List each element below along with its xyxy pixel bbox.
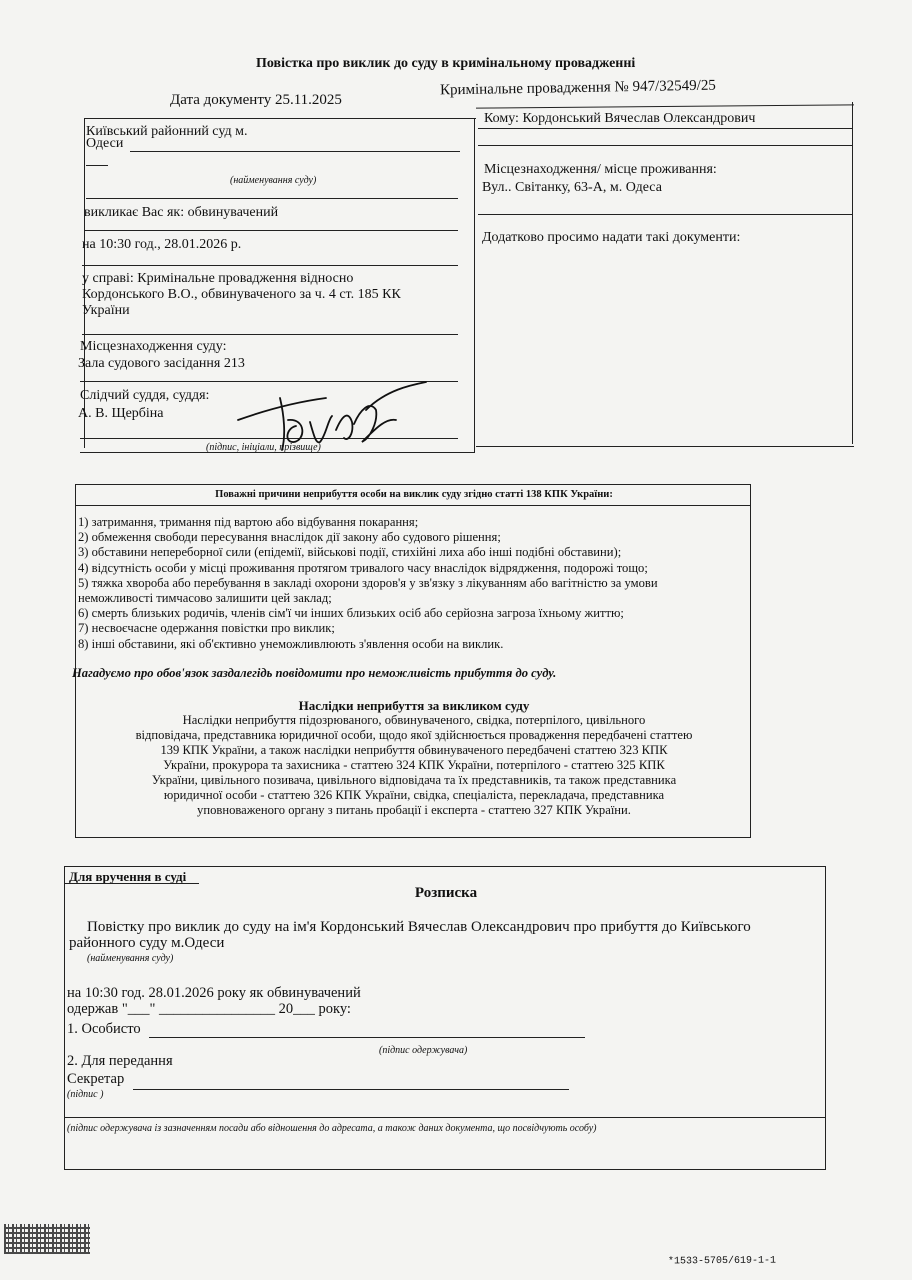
- case-number: Кримінальне провадження № 947/32549/25: [439, 77, 717, 99]
- consequences-heading: Наслідки неприбуття за викликом суду: [298, 698, 530, 713]
- receipt-footer-divider: [65, 1117, 825, 1118]
- receipt-corner-label: Для вручення в суді: [69, 869, 187, 884]
- court-name-underline-short: [86, 165, 108, 166]
- case-description-line3: України: [82, 303, 130, 318]
- consequences-line: юридичної особи - статтею 326 КПК України, свідка, спеціаліста, перекладача, представника: [163, 788, 665, 802]
- receipt-datetime: на 10:30 год. 28.01.2026 року як обвинувачений: [67, 985, 361, 1001]
- receipt-court-caption: (найменування суду): [87, 953, 174, 964]
- summons-role: викликає Вас як: обвинувачений: [84, 205, 279, 220]
- signature-caption: (підпис, ініціали, прізвище): [206, 442, 321, 453]
- reason-item: 7) несвоєчасне одержання повістки про виклик;: [78, 621, 335, 636]
- receipt-for-transfer: 2. Для передання: [67, 1053, 173, 1069]
- form-right-border: [852, 102, 853, 444]
- reason-item: 4) відсутність особи у місці проживання протягом тривалого часу внаслідок відрядження, подорожі тощо;: [78, 560, 648, 575]
- residence-divider: [478, 214, 852, 215]
- reason-item: 6) смерть близьких родичів, членів сім'ї чи інших близьких осіб або серйозна загроза їхньому життю;: [78, 606, 624, 621]
- document-footer-code: *1533-5705/619-1-1: [667, 1255, 777, 1268]
- case-description-line1: у справі: Кримінальне провадження відносно: [82, 271, 354, 286]
- section-divider-1: [86, 198, 458, 199]
- right-bottom-border: [476, 446, 854, 447]
- case-description-line2: Кордонського В.О., обвинуваченого за ч. 4 ст. 185 КК: [82, 287, 401, 302]
- reason-item: неможливості тимчасово залишити цей заклад;: [78, 591, 332, 606]
- court-name-caption: (найменування суду): [230, 175, 317, 186]
- document-date: Дата документу 25.11.2025: [170, 92, 342, 108]
- recipient-signature-line: [149, 1037, 585, 1038]
- receipt-text-line2: районного суду м.Одеси: [69, 935, 225, 951]
- consequences-line: відповідача, представника юридичної особи, щодо якої здійснюється провадження передбачені статтею: [135, 728, 693, 742]
- court-location-value: Зала судового засідання 213: [78, 356, 245, 371]
- consequences-line: України, цивільного позивача, цивільного відповідача та їх представників, та також представника: [151, 773, 677, 787]
- right-top-border: [476, 104, 854, 108]
- receipt-box: [64, 866, 826, 1170]
- residence-label: Місцезнаходження/ місце проживання:: [484, 162, 717, 177]
- court-name-line2: Одеси: [86, 136, 124, 151]
- notice-reminder: Нагадуємо про обов'язок заздалегідь повідомити про неможливість прибуття до суду.: [72, 666, 557, 680]
- reason-item: 5) тяжка хвороба або перебування в закладі охорони здоров'я у зв'язку з лікуванням або вагітністю за умови: [78, 575, 658, 590]
- recipient-name: Кому: Кордонський Вячеслав Олександрович: [484, 111, 756, 126]
- receipt-secretary: Секретар: [67, 1071, 125, 1087]
- form-top-border: [84, 118, 476, 119]
- consequences-line: уповноваженого органу з питань пробації і експерта - статтею 327 КПК України.: [197, 803, 631, 817]
- section-divider-2: [84, 230, 458, 231]
- receipt-title: Розписка: [414, 885, 478, 901]
- secretary-signature-line: [133, 1089, 569, 1090]
- recipient-signature-caption: (підпис одержувача): [379, 1045, 468, 1056]
- secretary-signature-caption: (підпис ): [67, 1089, 104, 1100]
- consequences-line: України, прокурора та захисника - статтею 324 КПК України, потерпілого - статтею 325 КПК: [163, 758, 665, 772]
- recipient-underline: [478, 128, 852, 129]
- reason-item: 1) затримання, тримання під вартою або відбування покарання;: [78, 515, 419, 529]
- receipt-personally: 1. Особисто: [67, 1021, 141, 1037]
- judge-signature: [236, 380, 436, 460]
- receipt-footer-caption: (підпис одержувача із зазначенням посади або відношення до адресата, а також даних документа, що посвідчують особу): [67, 1123, 597, 1134]
- consequences-text: [76, 713, 752, 818]
- corner-label-underline: [65, 883, 199, 884]
- consequences-line: Наслідки неприбуття підозрюваного, обвинуваченого, свідка, потерпілого, цивільного: [182, 713, 646, 727]
- document-title: Повістка про виклик до суду в кримінальному провадженні: [256, 56, 636, 71]
- receipt-received-date: одержав "___" ________________ 20___ року:: [67, 1001, 351, 1017]
- reasons-heading-divider: [76, 505, 750, 506]
- receipt-text-line1: Повістку про виклик до суду на ім'я Кордонський Вячеслав Олександрович про прибуття до Київського: [87, 919, 751, 935]
- additional-documents-request: Додатково просимо надати такі документи:: [482, 230, 741, 245]
- reason-item: 8) інші обставини, які об'єктивно унеможливлюють з'явлення особи на виклик.: [78, 636, 504, 651]
- recipient-divider: [478, 145, 852, 146]
- appearance-datetime: на 10:30 год., 28.01.2026 р.: [82, 237, 242, 252]
- residence-value: Вул.. Світанку, 63-А, м. Одеса: [482, 180, 662, 195]
- form-middle-border: [474, 118, 475, 453]
- court-name-underline: [130, 151, 460, 152]
- valid-reasons-heading: Поважні причини неприбуття особи на виклик суду згідно статті 138 КПК України:: [215, 489, 613, 500]
- court-name-line1: Київський районний суд м.: [86, 124, 248, 139]
- valid-reasons-box: [72, 484, 751, 838]
- consequences-line: 139 КПК України, а також наслідки неприбуття обвинуваченого передбачені статтею 323 КПК: [160, 743, 668, 757]
- section-divider-4: [82, 334, 458, 335]
- valid-reasons-list: [78, 515, 658, 652]
- section-divider-3: [82, 265, 458, 266]
- judge-label: Слідчий суддя, суддя:: [80, 388, 210, 403]
- reason-item: 2) обмеження свободи пересування внаслідок дії закону або судового рішення;: [78, 530, 501, 545]
- court-location-label: Місцезнаходження суду:: [80, 339, 227, 354]
- reason-item: 3) обставини непереборної сили (епідемії, військові події, стихійні лиха або інші подібні обставини);: [78, 545, 622, 560]
- barcode: [4, 1224, 90, 1254]
- judge-name: А. В. Щербіна: [78, 406, 164, 421]
